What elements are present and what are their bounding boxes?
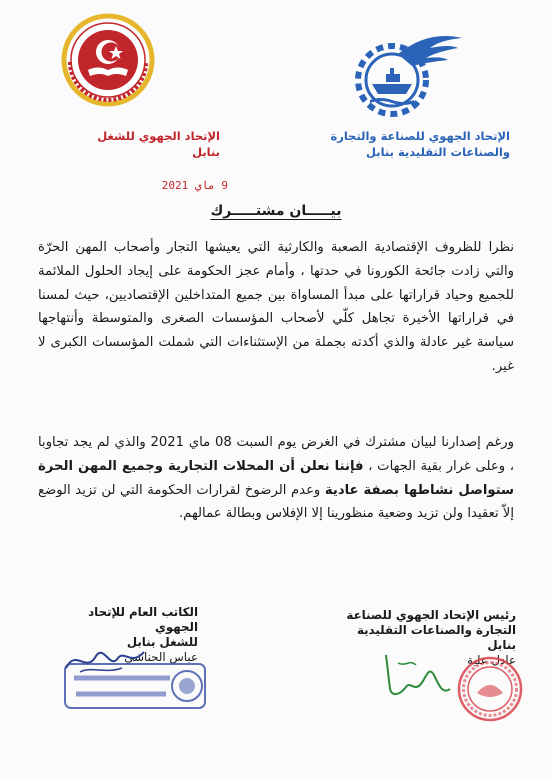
paragraph-1: نظرا للظروف الإقتصادية الصعبة والكارثية التي يعيشها التجار وأصحاب المهن الحرّة والتي زادت جائحة الكورونا في حدتها ، وأمام عجز الحكومة على إيجاد الحلول الملائمة للجميع وحياد قراراتها على مبدأ المساواة بين جميع المتداخلين الإقتصاديين، حيث لمسنا في قراراتها الأخيرة تجاهل كلّي لأصحاب المؤسسات الصغرى والمتوسطة وأنتهاجها سياسة غير عادلة والذي أكدته بجملة من الإستثناءات التي شملت المؤسسات الكبرى لا غير.: [38, 240, 514, 374]
paragraph-2-part1: ورغم إصدارنا لبيان مشترك في الغرض يوم السبت 08 ماي 2021 والذي لم يجد تجاوبا ، وعلى غرار بقية الجهات ،: [38, 435, 515, 474]
right-signatory-name: عادل علية: [466, 653, 516, 667]
right-signatory-title-line2: التجارة والصناعات التقليدية بنابل: [356, 623, 516, 652]
paragraph-2: [38, 431, 514, 526]
left-organization-header: [70, 128, 220, 160]
right-organization-header: [330, 128, 510, 160]
left-signatory-title-line1: الكاتب العام للإتحاد الجهوي: [88, 605, 198, 634]
paragraph-2-bold-statement: فإننا نعلن أن المحلات التجارية وجميع المهن الحرة ستواصل نشاطها بصفة عادية: [38, 458, 514, 498]
paragraph-2-part2: وعدم الرضوخ لقرارات الحكومة التي لن تزيد الوضع إلاّ تعقيدا ولن تزيد وضعية منظورينا إلا الإفلاس وبطالة عمالهم.: [38, 482, 514, 522]
right-org-name-line1: الإتحاد الجهوي للصناعة والتجارة: [330, 129, 510, 143]
right-signatory-title-line1: رئيس الإتحاد الجهوي للصناعة: [346, 608, 516, 622]
document-date: 9 ماي 2021: [161, 179, 228, 192]
document-title: بيـــــان مشتـــــرك: [210, 203, 342, 219]
left-handwritten-signature-icon: [60, 640, 150, 680]
right-official-stamp-icon: [455, 655, 525, 723]
left-signatory-name: عباس الحناشي: [124, 650, 198, 664]
left-org-name: الإتحاد الجهوي للشغل بنابل: [97, 129, 220, 159]
right-handwritten-signature-icon: [376, 645, 456, 705]
left-signatory-title-line2: للشغل بنابل: [126, 635, 198, 649]
utica-logo-icon: [350, 22, 470, 122]
ugtt-logo-icon: [58, 10, 158, 110]
right-org-name-line2: والصناعات التقليدية بنابل: [366, 145, 510, 159]
